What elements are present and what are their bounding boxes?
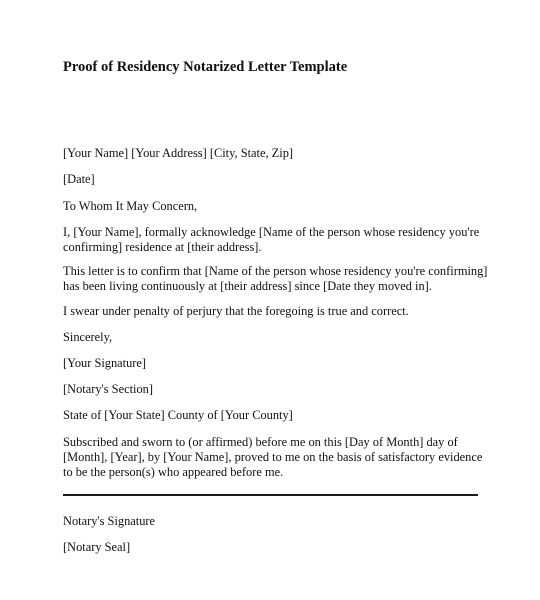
signature-placeholder: [Your Signature] [63, 356, 147, 370]
salutation: To Whom It May Concern, [63, 199, 198, 213]
closing: Sincerely, [63, 330, 113, 344]
oath-statement: I swear under penalty of perjury that the foregoing is true and correct. [63, 304, 409, 318]
confirmation-line: has been living continuously at [their address] since [Date they moved in]. [63, 279, 432, 293]
jurat-paragraph [63, 435, 493, 480]
notary-seal-placeholder: [Notary Seal] [63, 540, 131, 554]
confirmation-line: This letter is to confirm that [Name of the person whose residency you're confirming] [63, 264, 488, 278]
acknowledgment-paragraph [63, 225, 493, 255]
acknowledgment-line: I, [Your Name], formally acknowledge [Name of the person whose residency you're [63, 225, 480, 239]
date-line: [Date] [63, 172, 95, 186]
jurat-line: Subscribed and sworn to (or affirmed) before me on this [Day of Month] day of [63, 435, 458, 449]
jurat-line: [Month], [Year], by [Your Name], proved to me on the basis of satisfactory evidence [63, 450, 483, 464]
confirmation-paragraph [63, 264, 493, 294]
notary-signature-label: Notary's Signature [63, 514, 156, 528]
acknowledgment-line: confirming] residence at [their address]. [63, 240, 262, 254]
notary-section-heading: [Notary's Section] [63, 382, 153, 396]
state-county-line: State of [Your State] County of [Your County] [63, 408, 293, 422]
signature-divider-line [63, 494, 478, 496]
document-title: Proof of Residency Notarized Letter Template [63, 59, 348, 75]
jurat-line: to be the person(s) who appeared before me. [63, 465, 284, 479]
sender-address-line: [Your Name] [Your Address] [City, State, Zip] [63, 146, 294, 160]
